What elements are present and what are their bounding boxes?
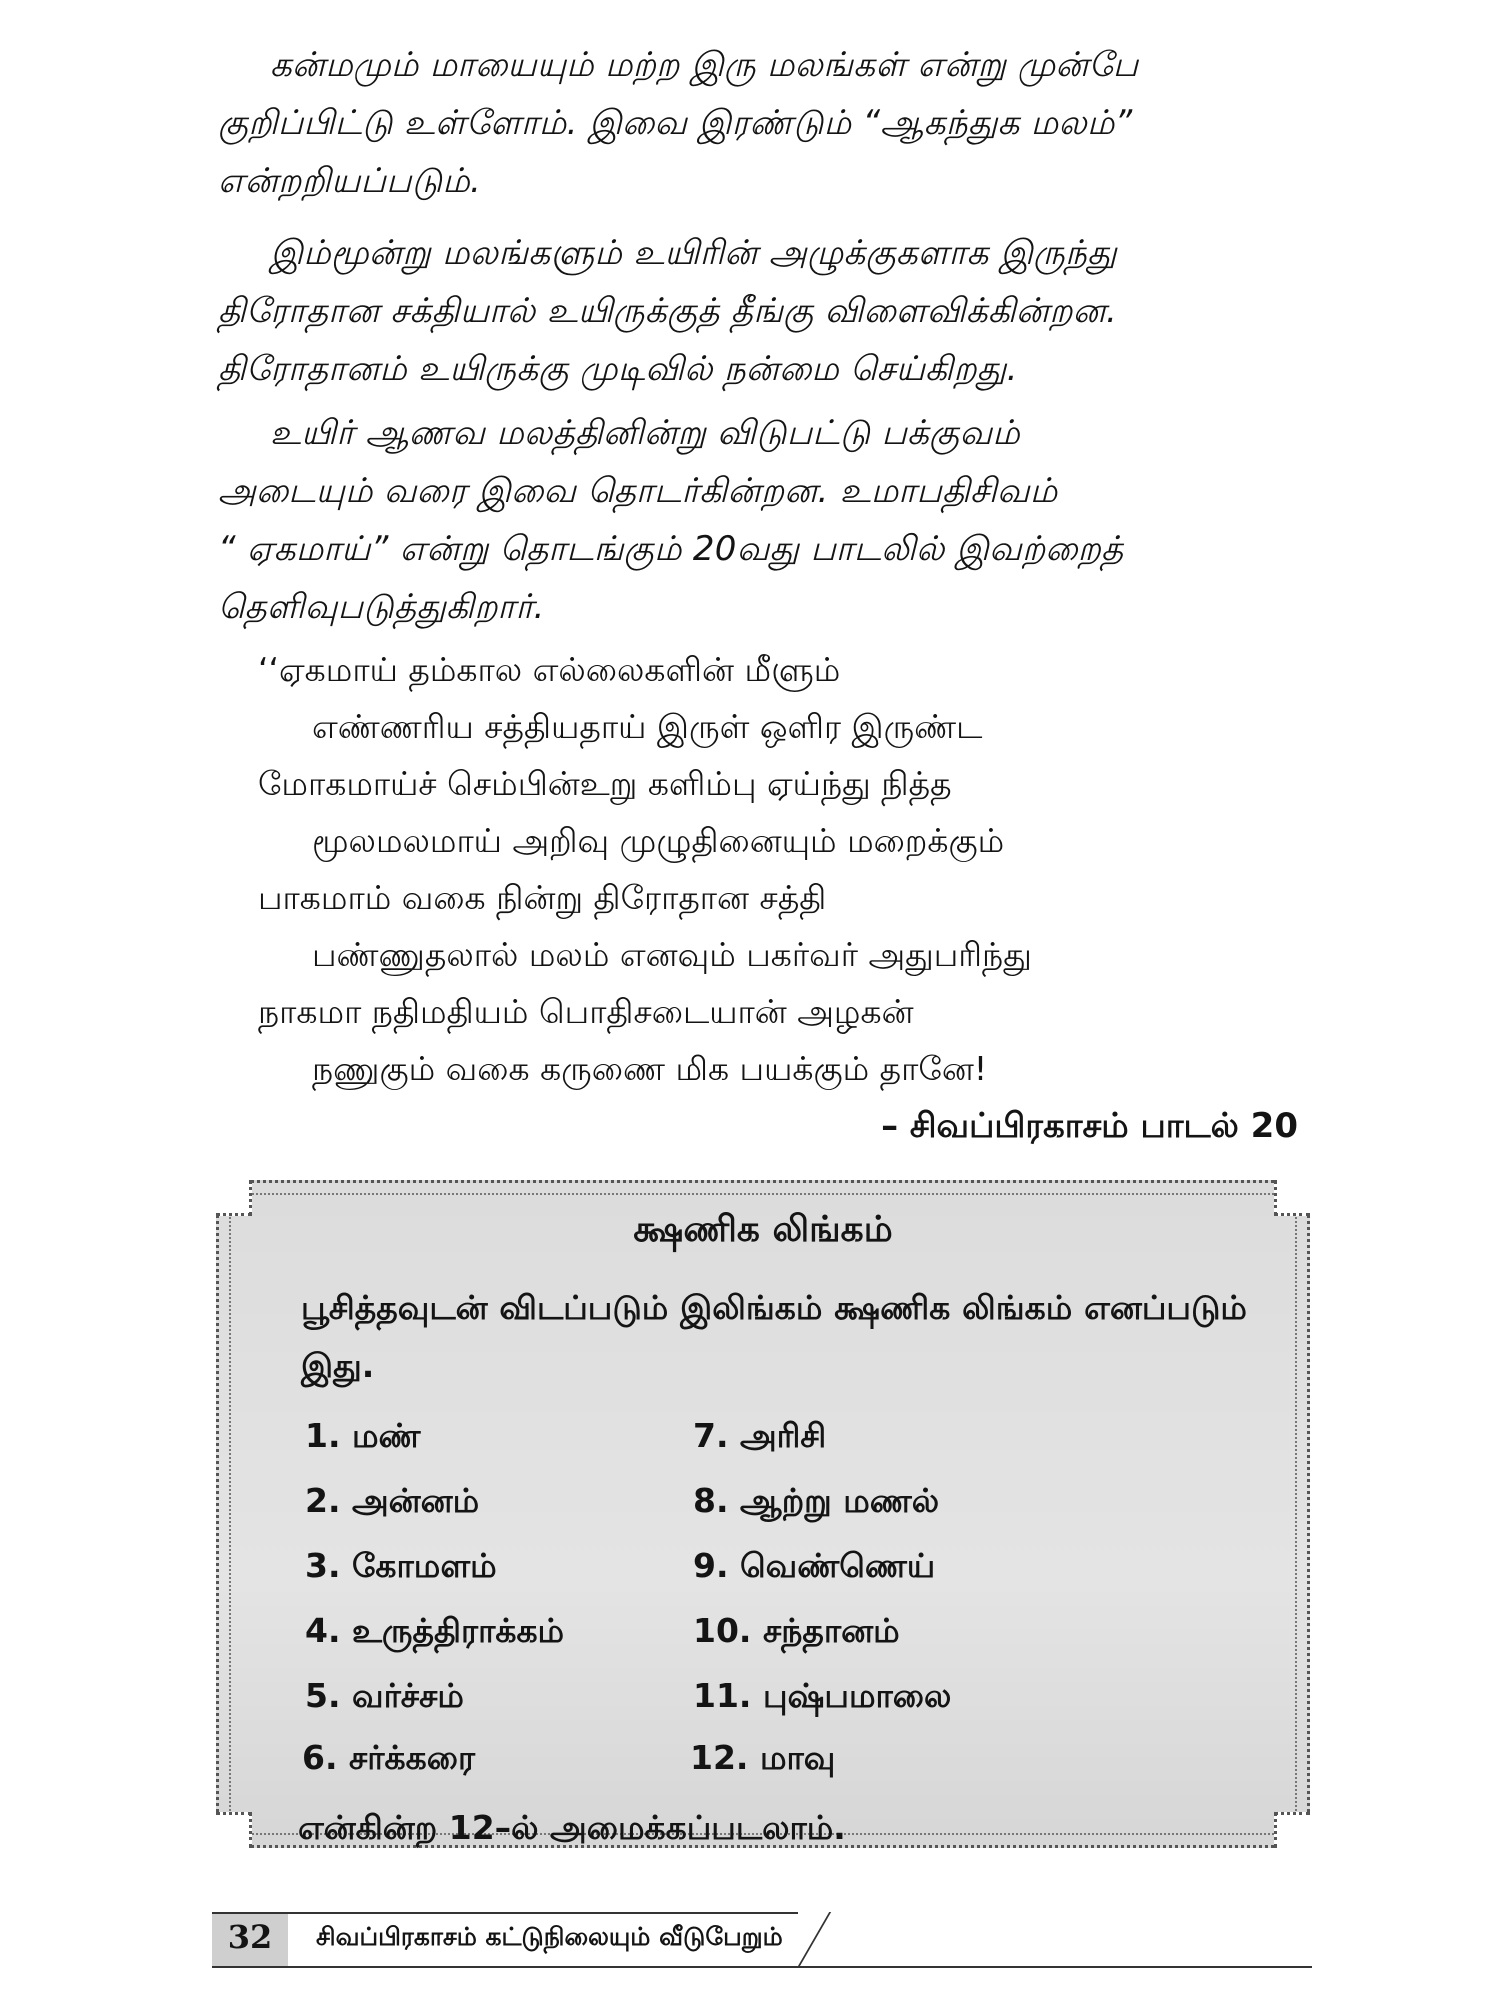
paragraph-line: திரோதானம் உயிருக்கு முடிவில் நன்மை செய்கிறது. <box>218 349 1018 389</box>
paragraph-line: குறிப்பிட்டு உள்ளோம். இவை இரண்டும் “ஆகந்துக மலம்” <box>218 103 1133 143</box>
list-item: 1. மண் <box>305 1416 421 1455</box>
info-box-intro: பூசித்தவுடன் விடப்படும் இலிங்கம் க்ஷணிக லிங்கம் எனப்படும் இது. <box>301 1288 1247 1385</box>
list-item: 3. கோமளம் <box>305 1546 497 1585</box>
paragraph-1 <box>218 36 1300 210</box>
list-item: 5. வர்ச்சம் <box>305 1676 464 1715</box>
verse-line: ‘‘ஏகமாய் தம்கால எல்லைகளின் மீளும் <box>258 650 841 689</box>
verse-line: நாகமா நதிமதியம் பொதிசடையான் அழகன் <box>258 992 914 1031</box>
list-item: 9. வெண்ணெய் <box>693 1546 936 1585</box>
footer-top-rule <box>212 1912 798 1914</box>
verse-line: மூலமலமாய் அறிவு முழுதினையும் மறைக்கும் <box>312 821 1005 860</box>
footer-slant-rule <box>798 1912 831 1966</box>
list-item: 10. சந்தானம் <box>693 1611 900 1650</box>
paragraph-line: என்றறியப்படும். <box>218 161 482 201</box>
paragraph-line: கன்மமும் மாயையும் மற்ற இரு மலங்கள் என்று முன்பே <box>270 45 1139 85</box>
paragraph-line: அடையும் வரை இவை தொடர்கின்றன. உமாபதிசிவம் <box>218 471 1058 511</box>
paragraph-line: இம்மூன்று மலங்களும் உயிரின் அழுக்குகளாக இருந்து <box>270 233 1117 273</box>
verse-line: எண்ணரிய சத்தியதாய் இருள் ஒளிர இருண்ட <box>312 707 983 746</box>
paragraph-line: “ ஏகமாய்” என்று தொடங்கும் 20வது பாடலில் இவற்றைத் <box>218 529 1124 569</box>
page-footer <box>212 1912 1312 1968</box>
running-title: சிவப்பிரகாசம் கட்டுநிலையும் வீடுபேறும் <box>316 1922 783 1951</box>
list-item: 8. ஆற்று மணல் <box>693 1481 940 1520</box>
paragraph-line: உயிர் ஆணவ மலத்தினின்று விடுபட்டு பக்குவம் <box>270 413 1020 453</box>
verse-line: பண்ணுதலால் மலம் எனவும் பகர்வர் அதுபரிந்து <box>312 935 1032 974</box>
paragraph-2 <box>218 224 1300 398</box>
verse-line: பாகமாம் வகை நின்று திரோதான சத்தி <box>258 878 827 917</box>
paragraph-line: தெளிவுபடுத்துகிறார். <box>218 587 545 627</box>
list-item: 4. உருத்திராக்கம் <box>305 1611 565 1650</box>
list-item: 6. சர்க்கரை <box>302 1738 475 1777</box>
paragraph-3 <box>218 404 1300 636</box>
list-item: 12. மாவு <box>690 1738 836 1777</box>
list-item: 2. அன்னம் <box>305 1481 480 1520</box>
corner-ornament <box>1274 1812 1310 1848</box>
page-number: 32 <box>227 1918 273 1956</box>
verse-attribution: – சிவப்பிரகாசம் பாடல் 20 <box>881 1106 1298 1146</box>
info-box-title: க்ஷணிக லிங்கம் <box>633 1209 893 1250</box>
footer-bottom-rule <box>212 1966 1312 1968</box>
list-item: 7. அரிசி <box>693 1416 827 1455</box>
paragraph-line: திரோதான சக்தியால் உயிருக்குத் தீங்கு விளைவிக்கின்றன. <box>218 291 1118 331</box>
verse-line: மோகமாய்ச் செம்பின்உறு களிம்பு ஏய்ந்து நித்த <box>258 764 952 803</box>
list-item: 11. புஷ்பமாலை <box>693 1676 952 1715</box>
info-box-footer: என்கின்ற 12–ல் அமைக்கப்படலாம். <box>298 1808 846 1847</box>
corner-ornament <box>216 1812 252 1848</box>
verse-line: நணுகும் வகை கருணை மிக பயக்கும் தானே! <box>312 1049 988 1088</box>
